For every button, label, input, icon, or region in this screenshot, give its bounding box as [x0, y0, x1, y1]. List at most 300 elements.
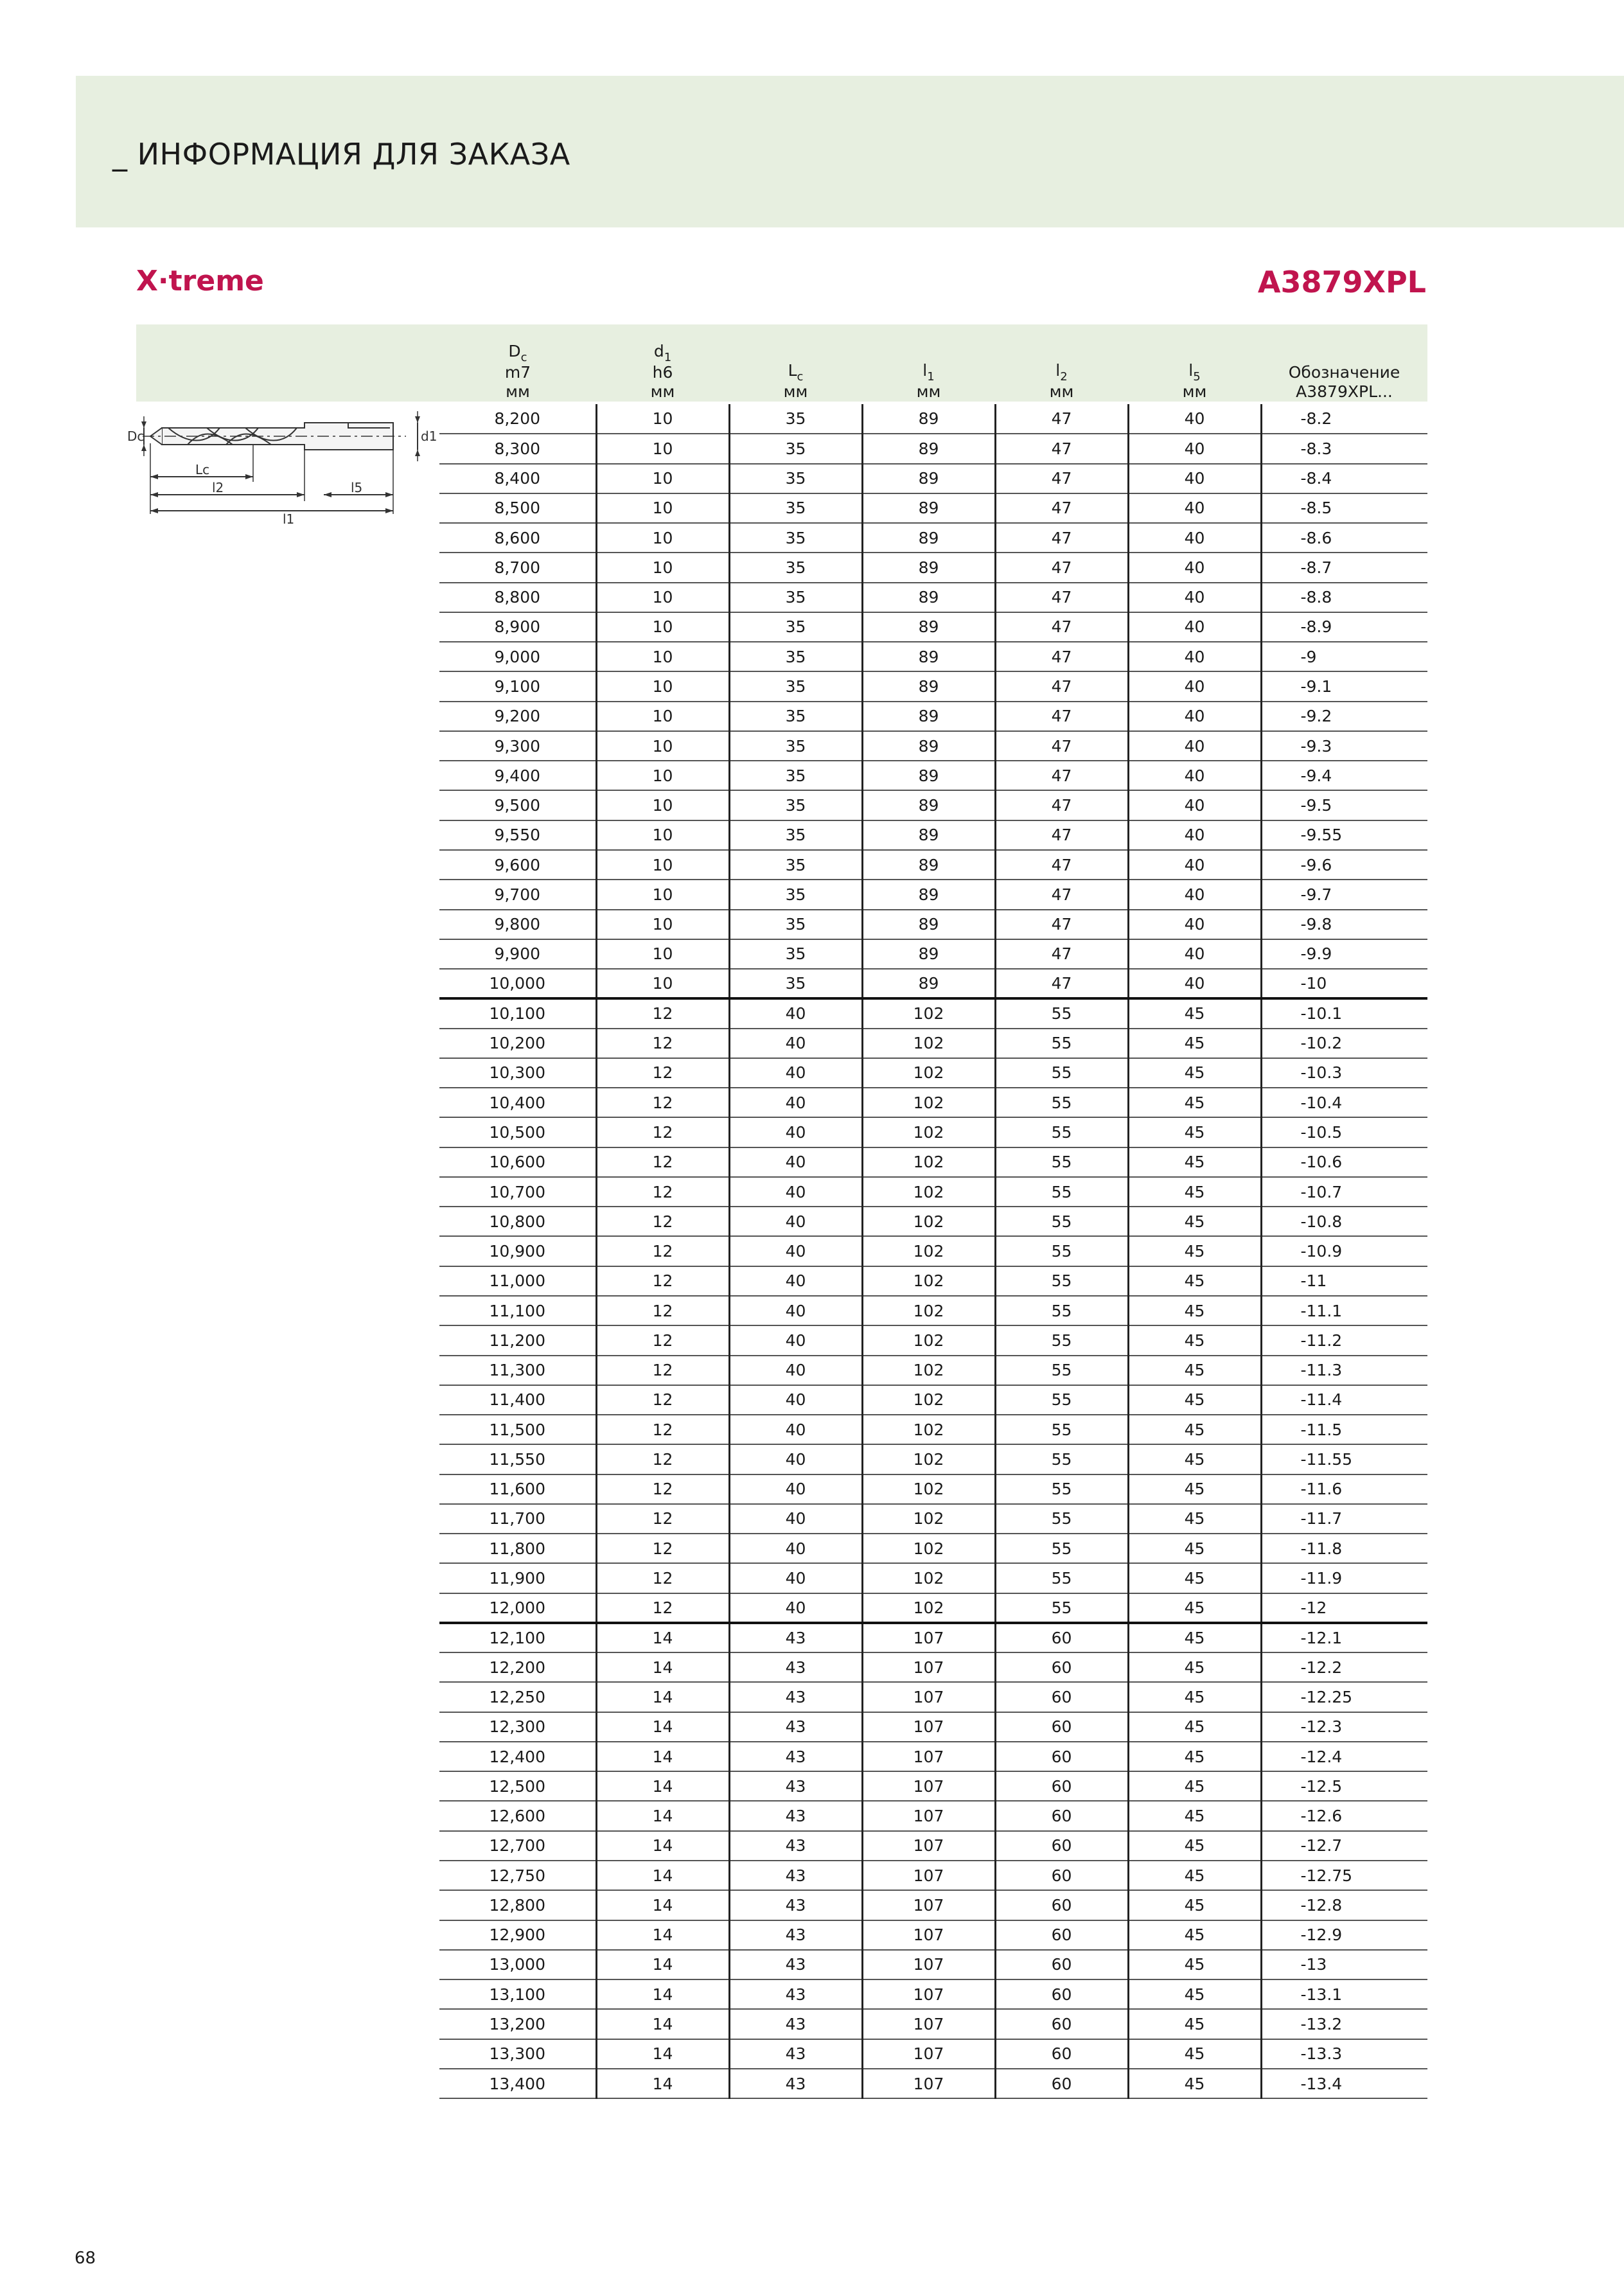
- table-cell: 11,700: [439, 1504, 596, 1534]
- table-cell: 102: [862, 1415, 995, 1444]
- table-cell: 89: [862, 671, 995, 701]
- table-cell: 45: [1128, 1563, 1261, 1593]
- table-cell: 12: [596, 1504, 729, 1534]
- table-cell: 47: [995, 434, 1128, 463]
- table-row: [439, 464, 1427, 493]
- table-cell: 14: [596, 1712, 729, 1742]
- table-cell: -12.4: [1261, 1742, 1427, 1771]
- table-cell: 14: [596, 1682, 729, 1712]
- table-cell: 102: [862, 1563, 995, 1593]
- table-row: [439, 1177, 1427, 1207]
- table-cell: -9.8: [1261, 910, 1427, 939]
- table-cell: 10,900: [439, 1236, 596, 1266]
- table-cell: 45: [1128, 1029, 1261, 1058]
- table-row: [439, 523, 1427, 553]
- table-cell: 14: [596, 1801, 729, 1830]
- table-cell: 40: [729, 1266, 862, 1296]
- table-row: [439, 1415, 1427, 1444]
- table-cell: -12.8: [1261, 1890, 1427, 1920]
- table-cell: -8.5: [1261, 493, 1427, 523]
- table-cell: 45: [1128, 2069, 1261, 2098]
- table-cell: 12: [596, 1385, 729, 1415]
- table-row: [439, 553, 1427, 582]
- table-cell: -10.1: [1261, 998, 1427, 1028]
- table-cell: 11,500: [439, 1415, 596, 1444]
- table-cell: 45: [1128, 998, 1261, 1028]
- table-cell: 9,800: [439, 910, 596, 939]
- table-cell: 12: [596, 1296, 729, 1325]
- table-cell: -11.3: [1261, 1356, 1427, 1385]
- table-cell: 9,900: [439, 939, 596, 969]
- table-cell: -10.4: [1261, 1088, 1427, 1117]
- table-cell: 14: [596, 1623, 729, 1652]
- table-cell: 55: [995, 1415, 1128, 1444]
- table-row: [439, 1890, 1427, 1920]
- table-cell: 12,000: [439, 1593, 596, 1623]
- table-cell: 107: [862, 1623, 995, 1652]
- table-cell: 9,000: [439, 642, 596, 671]
- table-cell: 43: [729, 1742, 862, 1771]
- table-cell: 40: [1128, 761, 1261, 790]
- table-cell: 40: [729, 1444, 862, 1474]
- table-cell: 8,300: [439, 434, 596, 463]
- table-cell: 60: [995, 1831, 1128, 1861]
- product-code: A3879XPL: [1257, 265, 1426, 299]
- table-row: [439, 1563, 1427, 1593]
- table-cell: 10: [596, 939, 729, 969]
- table-cell: -8.6: [1261, 523, 1427, 553]
- table-cell: 89: [862, 702, 995, 731]
- table-cell: 12,500: [439, 1771, 596, 1801]
- table-row: [439, 1117, 1427, 1147]
- col-header-l5: $l_5$ мм: [1182, 361, 1207, 401]
- table-cell: 35: [729, 820, 862, 850]
- table-cell: 12: [596, 1563, 729, 1593]
- table-cell: 12: [596, 1474, 729, 1504]
- table-cell: 40: [729, 1534, 862, 1563]
- label-l2: l2: [212, 480, 224, 495]
- table-cell: 35: [729, 434, 862, 463]
- table-cell: 35: [729, 583, 862, 612]
- table-cell: 89: [862, 464, 995, 493]
- table-cell: 45: [1128, 1236, 1261, 1266]
- table-cell: -9.5: [1261, 790, 1427, 820]
- table-cell: 10,400: [439, 1088, 596, 1117]
- table-cell: -12: [1261, 1593, 1427, 1623]
- table-cell: 40: [729, 1385, 862, 1415]
- table-cell: 11,600: [439, 1474, 596, 1504]
- table-cell: 13,400: [439, 2069, 596, 2098]
- table-row: [439, 820, 1427, 850]
- table-row: [439, 1207, 1427, 1236]
- table-cell: -12.25: [1261, 1682, 1427, 1712]
- table-cell: 11,550: [439, 1444, 596, 1474]
- table-cell: 40: [1128, 493, 1261, 523]
- table-cell: 47: [995, 702, 1128, 731]
- table-row: [439, 1682, 1427, 1712]
- table-cell: 47: [995, 790, 1128, 820]
- table-cell: 10: [596, 612, 729, 642]
- table-cell: 60: [995, 1950, 1128, 1979]
- table-cell: 12: [596, 1088, 729, 1117]
- table-cell: 89: [862, 553, 995, 582]
- table-cell: 12: [596, 998, 729, 1028]
- table-cell: 14: [596, 1831, 729, 1861]
- table-cell: 89: [862, 523, 995, 553]
- table-cell: 12: [596, 1593, 729, 1623]
- table-cell: 40: [729, 1504, 862, 1534]
- table-cell: 89: [862, 642, 995, 671]
- table-cell: 45: [1128, 1623, 1261, 1652]
- table-cell: 55: [995, 1385, 1128, 1415]
- table-cell: 13,000: [439, 1950, 596, 1979]
- table-cell: -13.3: [1261, 2039, 1427, 2069]
- table-cell: 45: [1128, 1652, 1261, 1682]
- table-cell: 107: [862, 1652, 995, 1682]
- table-row: [439, 642, 1427, 671]
- table-cell: 11,100: [439, 1296, 596, 1325]
- col-header-dc: $D_c$ m7 мм: [504, 342, 531, 401]
- table-cell: 60: [995, 1742, 1128, 1771]
- table-row: [439, 1058, 1427, 1088]
- table-cell: 14: [596, 2039, 729, 2069]
- table-cell: 45: [1128, 1801, 1261, 1830]
- table-cell: -11.8: [1261, 1534, 1427, 1563]
- table-cell: 43: [729, 1623, 862, 1652]
- table-cell: 55: [995, 1029, 1128, 1058]
- table-cell: 43: [729, 2009, 862, 2039]
- table-row: [439, 1920, 1427, 1950]
- label-l5: l5: [351, 480, 363, 495]
- table-cell: 13,300: [439, 2039, 596, 2069]
- table-cell: 89: [862, 493, 995, 523]
- table-cell: 102: [862, 1058, 995, 1088]
- table-cell: 47: [995, 612, 1128, 642]
- table-cell: 45: [1128, 1979, 1261, 2009]
- table-cell: 43: [729, 1950, 862, 1979]
- table-cell: 35: [729, 553, 862, 582]
- table-cell: 55: [995, 1593, 1128, 1623]
- table-cell: 8,500: [439, 493, 596, 523]
- table-cell: 10: [596, 464, 729, 493]
- header-band: [76, 76, 1624, 227]
- table-cell: 47: [995, 671, 1128, 701]
- table-cell: 10: [596, 404, 729, 434]
- table-cell: 12,200: [439, 1652, 596, 1682]
- table-cell: 40: [1128, 790, 1261, 820]
- table-cell: 43: [729, 1890, 862, 1920]
- label-lc: Lc: [195, 462, 210, 477]
- table-cell: -12.9: [1261, 1920, 1427, 1950]
- table-cell: 45: [1128, 1117, 1261, 1147]
- table-cell: 12,750: [439, 1861, 596, 1890]
- table-cell: 14: [596, 1652, 729, 1682]
- table-cell: 43: [729, 1652, 862, 1682]
- table-cell: 47: [995, 880, 1128, 909]
- table-cell: -8.3: [1261, 434, 1427, 463]
- table-cell: 9,550: [439, 820, 596, 850]
- table-cell: 35: [729, 910, 862, 939]
- table-cell: 89: [862, 850, 995, 880]
- table-cell: 40: [729, 1117, 862, 1147]
- table-cell: 11,800: [439, 1534, 596, 1563]
- table-cell: 47: [995, 523, 1128, 553]
- table-cell: 35: [729, 464, 862, 493]
- table-cell: 35: [729, 493, 862, 523]
- table-cell: 60: [995, 1771, 1128, 1801]
- table-row: [439, 880, 1427, 909]
- table-cell: -11.55: [1261, 1444, 1427, 1474]
- table-cell: 40: [729, 1236, 862, 1266]
- table-cell: 102: [862, 1385, 995, 1415]
- table-cell: 45: [1128, 1325, 1261, 1355]
- table-cell: 10,800: [439, 1207, 596, 1236]
- table-cell: -12.2: [1261, 1652, 1427, 1682]
- table-cell: 55: [995, 1356, 1128, 1385]
- table-cell: 102: [862, 1444, 995, 1474]
- label-dc: Dc: [127, 429, 145, 444]
- table-cell: -11.6: [1261, 1474, 1427, 1504]
- table-cell: 89: [862, 761, 995, 790]
- table-cell: 89: [862, 969, 995, 998]
- table-cell: 45: [1128, 1861, 1261, 1890]
- table-cell: 14: [596, 1979, 729, 2009]
- table-cell: 60: [995, 2069, 1128, 2098]
- table-cell: 47: [995, 731, 1128, 761]
- table-cell: 40: [1128, 702, 1261, 731]
- table-cell: 102: [862, 1534, 995, 1563]
- table-cell: -11.2: [1261, 1325, 1427, 1355]
- table-cell: 40: [729, 1474, 862, 1504]
- table-cell: 40: [729, 1177, 862, 1207]
- table-cell: 107: [862, 1979, 995, 2009]
- table-cell: 10,000: [439, 969, 596, 998]
- table-cell: 40: [729, 1147, 862, 1177]
- table-cell: -9.9: [1261, 939, 1427, 969]
- table-cell: -8.8: [1261, 583, 1427, 612]
- table-row: [439, 1950, 1427, 1979]
- table-cell: 47: [995, 969, 1128, 998]
- table-cell: 8,900: [439, 612, 596, 642]
- table-cell: 40: [1128, 434, 1261, 463]
- table-cell: 102: [862, 1504, 995, 1534]
- table-row: [439, 1356, 1427, 1385]
- table-row: [439, 1593, 1427, 1623]
- table-row: [439, 1979, 1427, 2009]
- table-cell: 89: [862, 731, 995, 761]
- table-cell: 60: [995, 2039, 1128, 2069]
- table-row: [439, 1325, 1427, 1355]
- table-row: [439, 583, 1427, 612]
- table-cell: 55: [995, 1534, 1128, 1563]
- table-cell: -8.2: [1261, 404, 1427, 434]
- col-header-l2: $l_2$ мм: [1049, 361, 1074, 401]
- table-cell: 43: [729, 1979, 862, 2009]
- table-cell: -9.4: [1261, 761, 1427, 790]
- table-cell: 45: [1128, 1920, 1261, 1950]
- table-cell: 12: [596, 1058, 729, 1088]
- table-cell: 8,600: [439, 523, 596, 553]
- table-row: [439, 1029, 1427, 1058]
- table-cell: 40: [1128, 910, 1261, 939]
- table-cell: 45: [1128, 1593, 1261, 1623]
- table-row: [439, 850, 1427, 880]
- table-row: [439, 998, 1427, 1028]
- table-cell: 35: [729, 671, 862, 701]
- table-cell: 40: [1128, 731, 1261, 761]
- table-cell: 89: [862, 434, 995, 463]
- col-header-lc: $L_c$ мм: [783, 361, 808, 401]
- table-cell: 102: [862, 1147, 995, 1177]
- table-cell: 35: [729, 880, 862, 909]
- table-cell: 40: [729, 1296, 862, 1325]
- brand-name: X·treme: [136, 265, 264, 297]
- table-row: [439, 1236, 1427, 1266]
- table-cell: -12.3: [1261, 1712, 1427, 1742]
- table-cell: 40: [1128, 583, 1261, 612]
- table-cell: -11.4: [1261, 1385, 1427, 1415]
- table-cell: 45: [1128, 1088, 1261, 1117]
- table-header-row: [439, 324, 1427, 404]
- table-cell: 10: [596, 583, 729, 612]
- table-cell: 11,400: [439, 1385, 596, 1415]
- ordering-table: [439, 324, 1427, 2099]
- table-cell: 43: [729, 2069, 862, 2098]
- table-cell: 102: [862, 998, 995, 1028]
- table-cell: -9.7: [1261, 880, 1427, 909]
- table-cell: 107: [862, 1682, 995, 1712]
- table-cell: 45: [1128, 1950, 1261, 1979]
- table-cell: -11.5: [1261, 1415, 1427, 1444]
- table-cell: 60: [995, 1979, 1128, 2009]
- table-cell: 35: [729, 731, 862, 761]
- table-cell: 55: [995, 1296, 1128, 1325]
- table-row: [439, 493, 1427, 523]
- table-cell: 102: [862, 1236, 995, 1266]
- table-cell: 89: [862, 612, 995, 642]
- table-cell: 102: [862, 1474, 995, 1504]
- table-cell: 55: [995, 1207, 1128, 1236]
- table-cell: 45: [1128, 1444, 1261, 1474]
- table-cell: -13: [1261, 1950, 1427, 1979]
- table-cell: 11,000: [439, 1266, 596, 1296]
- table-cell: 10: [596, 671, 729, 701]
- table-cell: -9.1: [1261, 671, 1427, 701]
- table-cell: 13,100: [439, 1979, 596, 2009]
- table-cell: 40: [729, 1207, 862, 1236]
- table-cell: 35: [729, 523, 862, 553]
- table-cell: -8.4: [1261, 464, 1427, 493]
- table-cell: 45: [1128, 2009, 1261, 2039]
- table-cell: -10.7: [1261, 1177, 1427, 1207]
- table-cell: 45: [1128, 1890, 1261, 1920]
- table-cell: 35: [729, 939, 862, 969]
- table-cell: 102: [862, 1325, 995, 1355]
- table-row: [439, 910, 1427, 939]
- table-cell: 55: [995, 1117, 1128, 1147]
- table-cell: 35: [729, 642, 862, 671]
- table-cell: -13.2: [1261, 2009, 1427, 2039]
- table-cell: -12.75: [1261, 1861, 1427, 1890]
- table-cell: 10: [596, 850, 729, 880]
- table-cell: 40: [1128, 939, 1261, 969]
- table-cell: 40: [1128, 523, 1261, 553]
- table-cell: 9,500: [439, 790, 596, 820]
- table-cell: -9: [1261, 642, 1427, 671]
- table-cell: 14: [596, 1771, 729, 1801]
- table-cell: -12.5: [1261, 1771, 1427, 1801]
- table-cell: 10,700: [439, 1177, 596, 1207]
- table-cell: 12,400: [439, 1742, 596, 1771]
- table-cell: 89: [862, 790, 995, 820]
- table-cell: 9,200: [439, 702, 596, 731]
- table-cell: 45: [1128, 1474, 1261, 1504]
- table-cell: 45: [1128, 1296, 1261, 1325]
- table-row: [439, 1623, 1427, 1652]
- page-number: 68: [75, 2249, 96, 2268]
- table-cell: 45: [1128, 1207, 1261, 1236]
- table-cell: 10,100: [439, 998, 596, 1028]
- table-cell: 40: [729, 1325, 862, 1355]
- table-cell: 40: [1128, 612, 1261, 642]
- table-cell: 45: [1128, 1504, 1261, 1534]
- table-cell: 43: [729, 1920, 862, 1950]
- table-cell: 40: [1128, 969, 1261, 998]
- table-cell: 13,200: [439, 2009, 596, 2039]
- table-cell: 12,700: [439, 1831, 596, 1861]
- table-cell: 12,300: [439, 1712, 596, 1742]
- table-cell: 45: [1128, 1177, 1261, 1207]
- table-cell: 55: [995, 1504, 1128, 1534]
- label-d1: d1: [421, 429, 437, 444]
- table-cell: 45: [1128, 1058, 1261, 1088]
- table-row: [439, 790, 1427, 820]
- table-cell: 107: [862, 2069, 995, 2098]
- table-cell: 12: [596, 1266, 729, 1296]
- table-cell: 55: [995, 1177, 1128, 1207]
- table-cell: 40: [729, 1088, 862, 1117]
- table-cell: 89: [862, 880, 995, 909]
- table-row: [439, 671, 1427, 701]
- table-cell: 45: [1128, 1771, 1261, 1801]
- table-cell: 10: [596, 969, 729, 998]
- table-row: [439, 2009, 1427, 2039]
- table-cell: 35: [729, 969, 862, 998]
- table-cell: 43: [729, 1861, 862, 1890]
- table-cell: -11: [1261, 1266, 1427, 1296]
- table-cell: 35: [729, 761, 862, 790]
- table-cell: 40: [1128, 671, 1261, 701]
- table-cell: 10,500: [439, 1117, 596, 1147]
- table-cell: 35: [729, 702, 862, 731]
- table-cell: 10: [596, 731, 729, 761]
- table-cell: 14: [596, 2069, 729, 2098]
- table-cell: 12: [596, 1147, 729, 1177]
- table-cell: 40: [1128, 850, 1261, 880]
- table-cell: 47: [995, 404, 1128, 434]
- table-cell: -10.9: [1261, 1236, 1427, 1266]
- table-cell: 60: [995, 1623, 1128, 1652]
- table-cell: -9.2: [1261, 702, 1427, 731]
- table-cell: 8,400: [439, 464, 596, 493]
- table-cell: 45: [1128, 1356, 1261, 1385]
- label-l1: l1: [283, 511, 295, 527]
- table-row: [439, 1296, 1427, 1325]
- table-cell: 40: [1128, 404, 1261, 434]
- table-row: [439, 612, 1427, 642]
- table-cell: 102: [862, 1207, 995, 1236]
- table-cell: 43: [729, 1682, 862, 1712]
